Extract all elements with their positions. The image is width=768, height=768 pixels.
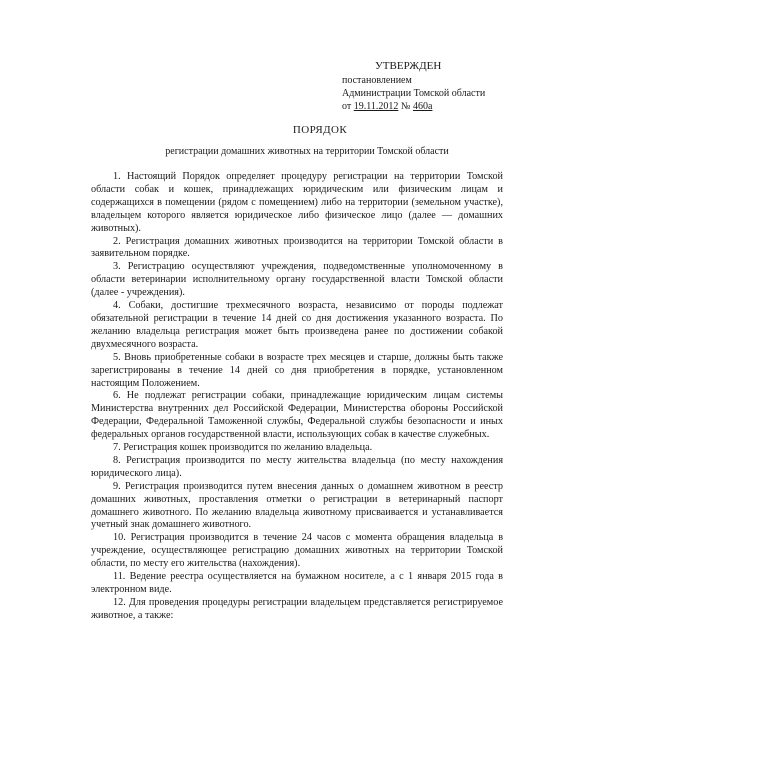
date-prefix: от bbox=[342, 101, 352, 112]
paragraph-2: 2. Регистрация домашних животных производится на территории Томской области в заявительном порядке. bbox=[91, 235, 503, 260]
approval-block bbox=[342, 60, 542, 113]
paragraph-8: 8. Регистрация производится по месту жительства владельца (по месту нахождения юридического лица). bbox=[91, 454, 503, 479]
number-prefix: № bbox=[400, 101, 411, 112]
approval-stamp: УТВЕРЖДЕН bbox=[375, 60, 442, 72]
approval-line-1: постановлением bbox=[342, 75, 412, 86]
approval-line-2: Администрации Томской области bbox=[342, 88, 486, 99]
paragraph-6: 6. Не подлежат регистрации собаки, принадлежащие юридическим лицам системы Министерства внутренних дел Российской Федерации, Министерства обороны Российской Федерации, Федеральной Таможенной службы, Федеральной службы безопасности и иных федеральных органов государственной власти, использующих собак в качестве служебных. bbox=[91, 390, 503, 441]
document-subtitle: регистрации домашних животных на территории Томской области bbox=[165, 146, 449, 157]
paragraph-10: 10. Регистрация производится в течение 24 часов с момента обращения владельца в учреждение, осуществляющее регистрацию домашних животных на территории Томской области, по месту его жительства (нахождения). bbox=[91, 532, 503, 570]
document-body bbox=[91, 171, 503, 623]
paragraph-1: 1. Настоящий Порядок определяет процедуру регистрации на территории Томской области собак и кошек, принадлежащих юридическим или физическим лицам и содержащихся в помещении (рядом с помещением) либо на территории (земельном участке), владельцем которого является юридическое либо физическое лицо (далее — домашних животных). bbox=[91, 171, 503, 234]
paragraph-12: 12. Для проведения процедуры регистрации владельцем представляется регистрируемое животное, а также: bbox=[91, 596, 503, 621]
approval-date-line bbox=[342, 100, 542, 113]
paragraph-7: 7. Регистрация кошек производится по желанию владельца. bbox=[113, 442, 373, 454]
paragraph-3: 3. Регистрацию осуществляют учреждения, подведомственные уполномоченному в области ветеринарии исполнительному органу государственной власти Томской области (далее - учреждения). bbox=[91, 261, 503, 299]
paragraph-11: 11. Ведение реестра осуществляется на бумажном носителе, а с 1 января 2015 года в электронном виде. bbox=[91, 571, 503, 595]
paragraph-9: 9. Регистрация производится путем внесения данных о домашнем животном в реестр домашних животных, проставления отметки о регистрации в ветеринарный паспорт домашнего животного. По желанию владельца животному присваивается и устанавливается учетный знак домашнего животного. bbox=[91, 480, 503, 531]
paragraph-4: 4. Собаки, достигшие трехмесячного возраста, независимо от породы подлежат обязательной регистрации в течение 14 дней со дня достижения указанного возраста. По желанию владельца регистрация может быть произведена ранее по достижении собакой двухмесячного возраста. bbox=[91, 300, 503, 350]
approval-number: 460а bbox=[412, 101, 433, 112]
paragraph-5: 5. Вновь приобретенные собаки в возрасте трех месяцев и старше, должны быть также зарегистрированы в течение 14 дней со дня приобретения в порядке, установленном настоящим Положением. bbox=[91, 351, 503, 389]
approval-date: 19.11.2012 bbox=[353, 101, 399, 112]
document-title: ПОРЯДОК bbox=[292, 124, 348, 136]
